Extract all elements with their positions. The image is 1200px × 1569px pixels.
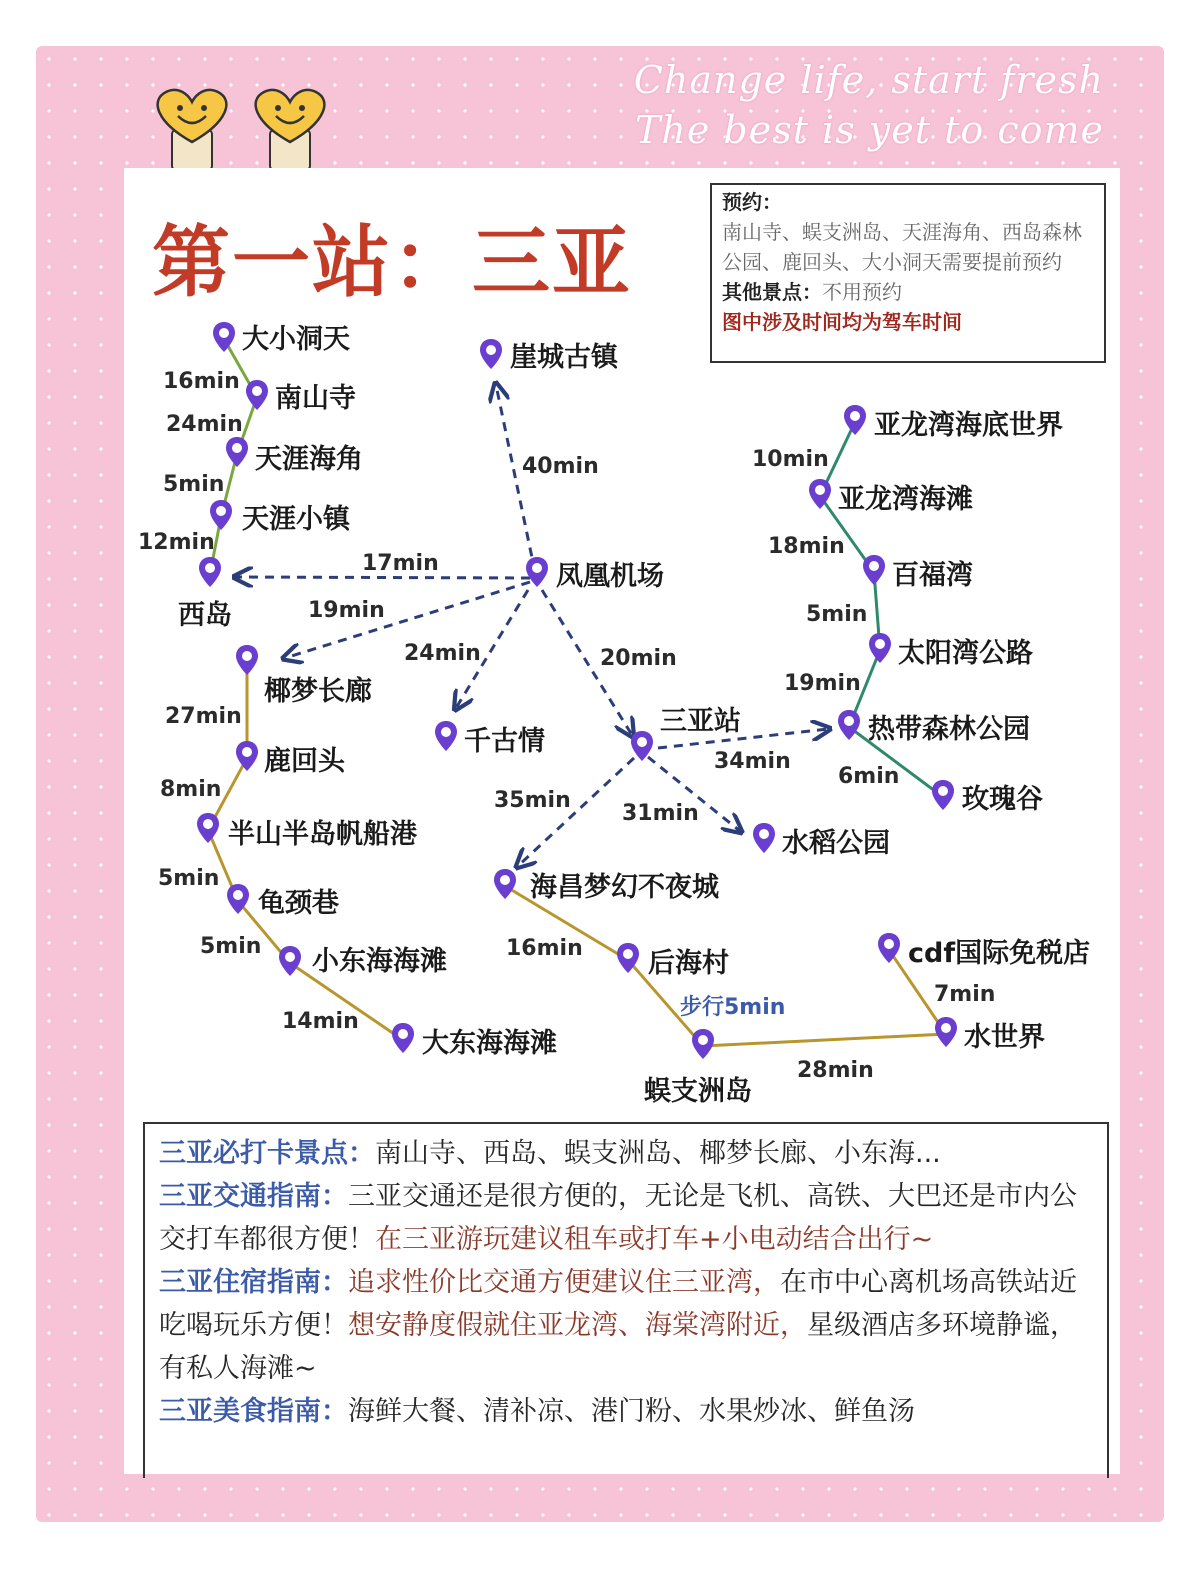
food-text: 海鲜大餐、清补凉、港门粉、水果炒冰、鲜鱼汤 (348, 1396, 915, 1427)
stay-paragraph (159, 1261, 1095, 1390)
map-pin-icon (935, 1017, 957, 1047)
travel-time-label: 17min (362, 551, 439, 576)
station-label: 崖城古镇 (510, 342, 618, 373)
station-label: 水稻公园 (782, 828, 890, 859)
note-heading: 预约： (722, 190, 782, 214)
map-pin-icon (692, 1029, 714, 1059)
stay-label: 三亚住宿指南： (159, 1267, 348, 1298)
map-pin-icon (210, 500, 232, 530)
map-pin-icon (878, 933, 900, 963)
map-pin-icon (480, 339, 502, 369)
map-pin-icon (246, 380, 268, 410)
travel-time-label: 16min (506, 936, 583, 961)
station-label: 热带森林公园 (868, 714, 1030, 745)
note-other-label: 其他景点： (722, 280, 822, 304)
map-pin-icon (435, 721, 457, 751)
motto-line-1: Change life, start fresh (633, 58, 1104, 102)
page-title: 第一站：三亚 (152, 218, 633, 308)
travel-time-label: 5min (158, 866, 220, 891)
station-label: 鹿回头 (264, 746, 345, 777)
map-pin-icon (932, 780, 954, 810)
stay-text-1: 在市中心离机场高铁站近吃喝玩乐方便！ (159, 1267, 1077, 1341)
travel-time-label: 步行5min (680, 995, 786, 1020)
food-paragraph (159, 1390, 1095, 1433)
station-label: 大东海海滩 (422, 1028, 557, 1059)
station-label: 西岛 (178, 600, 232, 631)
station-label: 小东海海滩 (312, 946, 447, 977)
station-label: 凤凰机场 (556, 561, 664, 592)
station-label: 水世界 (964, 1022, 1045, 1053)
map-pin-icon (279, 946, 301, 976)
travel-time-label: 20min (600, 646, 677, 671)
map-pin-icon (753, 823, 775, 853)
station-label: 大小洞天 (242, 324, 350, 355)
station-label: 南山寺 (275, 383, 356, 414)
travel-time-label: 5min (163, 472, 225, 497)
map-pin-icon (838, 710, 860, 740)
traffic-label: 三亚交通指南： (159, 1181, 348, 1212)
stay-tip-1: 追求性价比交通方便建议住三亚湾， (348, 1267, 780, 1298)
station-label: 亚龙湾海滩 (838, 484, 973, 515)
traffic-tip: 在三亚游玩建议租车或打车+小电动结合出行~ (375, 1224, 934, 1255)
map-pin-icon (494, 869, 516, 899)
map-pin-icon (199, 557, 221, 587)
travel-time-label: 34min (714, 749, 791, 774)
travel-time-label: 24min (404, 641, 481, 666)
travel-time-label: 8min (160, 777, 222, 802)
note-other-text: 不用预约 (822, 280, 902, 304)
travel-time-label: 12min (138, 530, 215, 555)
spots-label: 三亚必打卡景点： (159, 1138, 375, 1169)
station-label: 太阳湾公路 (898, 638, 1033, 669)
travel-time-label: 40min (522, 454, 599, 479)
station-label: 蜈支洲岛 (644, 1076, 752, 1107)
travel-time-label: 7min (934, 982, 996, 1007)
station-label: 椰梦长廊 (264, 676, 372, 707)
map-pin-icon (236, 645, 258, 675)
station-label: cdf国际免税店 (908, 938, 1091, 969)
station-label: 天涯小镇 (242, 504, 350, 535)
travel-time-label: 31min (622, 801, 699, 826)
stay-tip-2: 想安静度假就住亚龙湾、海棠湾附近， (348, 1310, 807, 1341)
note-time-text: 图中涉及时间均为驾车时间 (722, 310, 962, 334)
station-label: 半山半岛帆船港 (228, 819, 417, 850)
station-label: 千古情 (464, 726, 545, 757)
travel-time-label: 35min (494, 788, 571, 813)
travel-guide-box (143, 1122, 1109, 1478)
map-pin-icon (226, 437, 248, 467)
station-label: 天涯海角 (255, 444, 363, 475)
traffic-paragraph (159, 1175, 1095, 1261)
station-label: 海昌梦幻不夜城 (530, 872, 719, 903)
map-pin-icon (236, 741, 258, 771)
station-label: 三亚站 (660, 706, 741, 737)
travel-time-label: 27min (165, 704, 242, 729)
station-label: 百福湾 (892, 560, 973, 591)
travel-time-label: 19min (308, 598, 385, 623)
map-pin-icon (844, 405, 866, 435)
traffic-text: 三亚交通还是很方便的，无论是飞机、高铁、大巴还是市内公交打车都很方便！ (159, 1181, 1077, 1255)
spots-text: 南山寺、西岛、蜈支洲岛、椰梦长廊、小东海... (375, 1138, 941, 1169)
food-label: 三亚美食指南： (159, 1396, 348, 1427)
travel-time-label: 14min (282, 1009, 359, 1034)
travel-time-label: 18min (768, 534, 845, 559)
station-label: 后海村 (648, 948, 729, 979)
travel-time-label: 6min (838, 764, 900, 789)
station-label: 亚龙湾海底世界 (874, 410, 1063, 441)
travel-time-label: 5min (200, 934, 262, 959)
dashed-arrow-airport-xidao (236, 577, 530, 578)
travel-time-label: 28min (797, 1058, 874, 1083)
travel-time-label: 5min (806, 602, 868, 627)
travel-time-label: 16min (163, 369, 240, 394)
map-pin-icon (869, 633, 891, 663)
travel-time-label: 19min (784, 671, 861, 696)
map-pin-icon (392, 1023, 414, 1053)
travel-time-label: 10min (752, 447, 829, 472)
stay-text-2: 星级酒店多环境静谧，有私人海滩~ (159, 1310, 1077, 1384)
station-label: 龟颈巷 (258, 888, 339, 919)
station-label: 玫瑰谷 (962, 784, 1043, 815)
note-booking-text: 南山寺、蜈支洲岛、天涯海角、西岛森林公园、鹿回头、大小洞天需要提前预约 (722, 220, 1082, 274)
motto-line-2: The best is yet to come (635, 108, 1104, 152)
spots-paragraph (159, 1132, 1095, 1175)
map-pin-icon (213, 322, 235, 352)
map-pin-icon (863, 555, 885, 585)
map-pin-icon (197, 813, 219, 843)
travel-time-label: 24min (166, 412, 243, 437)
